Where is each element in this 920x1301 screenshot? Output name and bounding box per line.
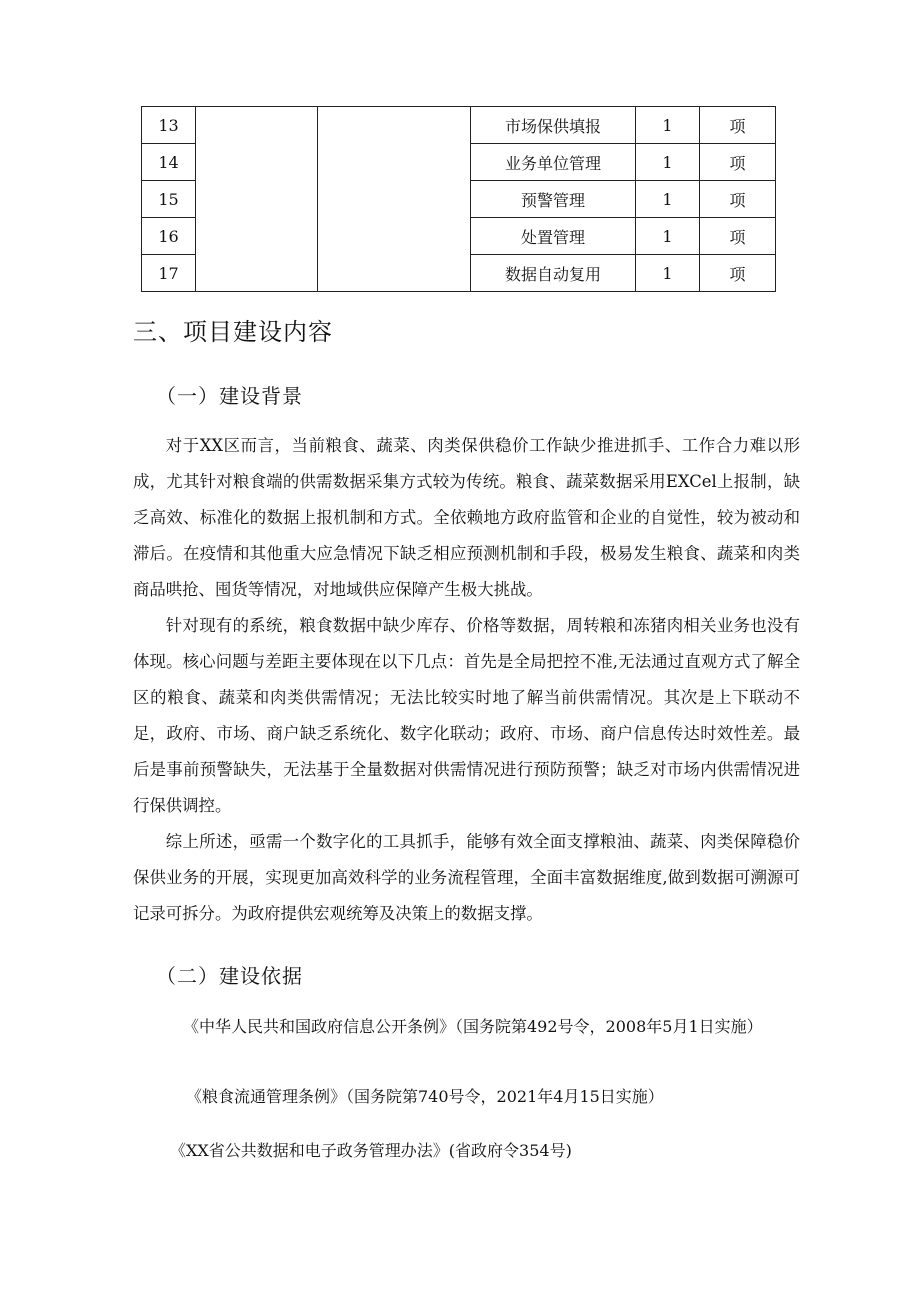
item-unit: 项: [700, 107, 776, 144]
row-number: 14: [142, 144, 196, 181]
item-name: 处置管理: [471, 218, 636, 255]
item-unit: 项: [700, 255, 776, 292]
merged-subcategory-cell: [318, 107, 471, 292]
merged-category-cell: [196, 107, 318, 292]
subsection-heading-background: （一）建设背景: [156, 384, 303, 408]
subsection-heading-basis: （二）建设依据: [156, 964, 303, 988]
section-heading: 三、项目建设内容: [133, 318, 333, 346]
item-unit: 项: [700, 218, 776, 255]
item-quantity: 1: [636, 181, 700, 218]
row-number: 17: [142, 255, 196, 292]
background-paragraph-1: 对于XX区而言，当前粮食、蔬菜、肉类保供稳价工作缺少推进抓手、工作合力难以形成，尤其针对粮食端的供需数据采集方式较为传统。粮食、蔬菜数据采用EXCel上报制，缺乏高效、标准化的数据上报机制和方式。全依赖地方政府监管和企业的自觉性，较为被动和滞后。在疫情和其他重大应急情况下缺乏相应预测机制和手段，极易发生粮食、蔬菜和肉类商品哄抢、囤货等情况，对地域供应保障产生极大挑战。: [133, 436, 800, 599]
item-quantity: 1: [636, 144, 700, 181]
item-name: 预警管理: [471, 181, 636, 218]
item-quantity: 1: [636, 107, 700, 144]
item-unit: 项: [700, 181, 776, 218]
reference-item: 《粮食流通管理条例》（国务院第740号令，2021年4月15日实施）: [186, 1087, 664, 1106]
item-name: 数据自动复用: [471, 255, 636, 292]
items-table: [141, 106, 776, 292]
row-number: 16: [142, 218, 196, 255]
table-row: [142, 107, 776, 144]
item-unit: 项: [700, 144, 776, 181]
background-paragraph-3: 综上所述，亟需一个数字化的工具抓手，能够有效全面支撑粮油、蔬菜、肉类保障稳价保供业务的开展，实现更加高效科学的业务流程管理，全面丰富数据维度,做到数据可溯源可记录可拆分。为政府提供宏观统筹及决策上的数据支撑。: [133, 832, 800, 923]
item-quantity: 1: [636, 218, 700, 255]
row-number: 13: [142, 107, 196, 144]
item-name: 业务单位管理: [471, 144, 636, 181]
item-quantity: 1: [636, 255, 700, 292]
reference-item: 《中华人民共和国政府信息公开条例》（国务院第492号令，2008年5月1日实施）: [183, 1017, 763, 1036]
row-number: 15: [142, 181, 196, 218]
reference-item: 《XX省公共数据和电子政务管理办法》(省政府令354号): [170, 1141, 572, 1160]
item-name: 市场保供填报: [471, 107, 636, 144]
background-paragraph-2: 针对现有的系统，粮食数据中缺少库存、价格等数据，周转粮和冻猪肉相关业务也没有体现。核心问题与差距主要体现在以下几点：首先是全局把控不准,无法通过直观方式了解全区的粮食、蔬菜和肉类供需情况；无法比较实时地了解当前供需情况。其次是上下联动不足，政府、市场、商户缺乏系统化、数字化联动；政府、市场、商户信息传达时效性差。最后是事前预警缺失，无法基于全量数据对供需情况进行预防预警；缺乏对市场内供需情况进行保供调控。: [133, 616, 800, 815]
